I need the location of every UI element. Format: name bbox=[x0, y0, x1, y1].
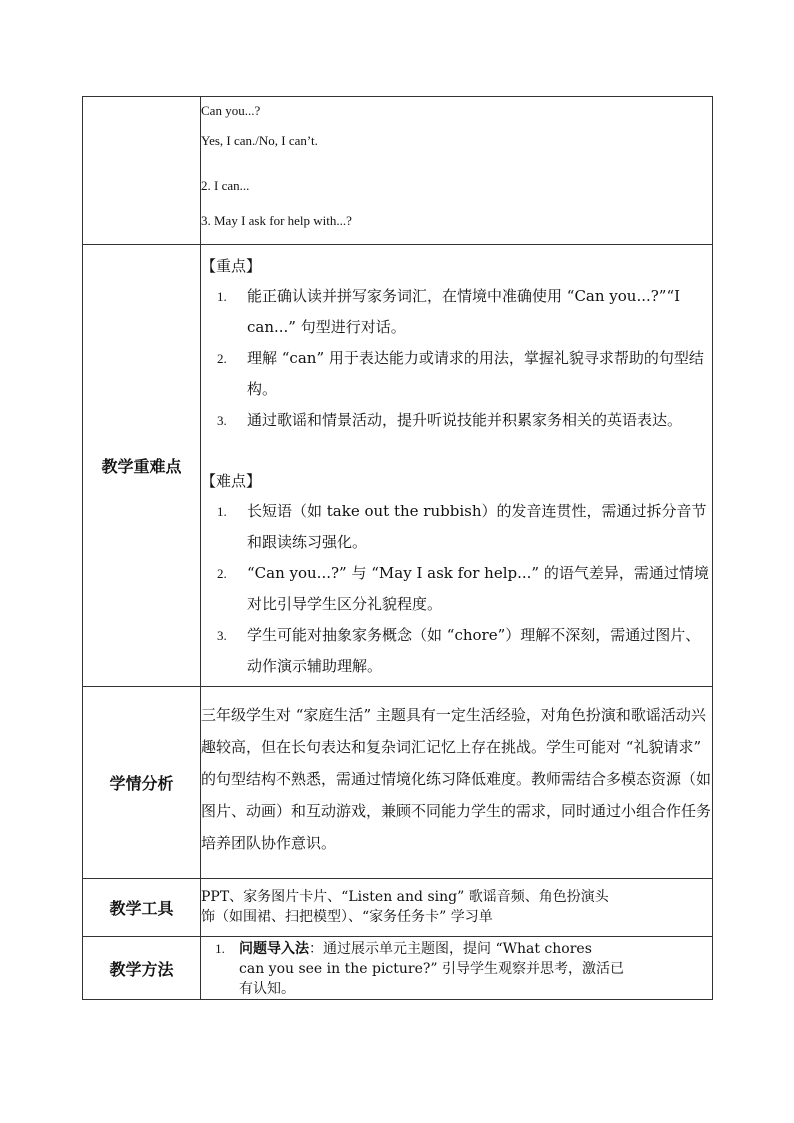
teaching-methods-cell bbox=[201, 937, 713, 1000]
key-difficult-points-row bbox=[83, 245, 713, 687]
empty-label-cell bbox=[83, 97, 201, 245]
tools-line: PPT、家务图片卡片、“Listen and sing” 歌谣音频、角色扮演头 bbox=[201, 889, 609, 905]
item-number: 1. bbox=[215, 941, 225, 956]
list-item bbox=[201, 405, 712, 436]
method-item bbox=[201, 937, 712, 999]
item-text: “Can you...?” 与 “May I ask for help...” 的语气差异，需通过情境对比引导学生区分礼貌程度。 bbox=[247, 564, 709, 613]
method-text: 有认知。 bbox=[239, 981, 295, 997]
item-text: 能正确认读并拼写家务词汇，在情境中准确使用 “Can you...?”“I can...” 句型进行对话。 bbox=[247, 287, 681, 336]
learner-analysis-row bbox=[83, 687, 713, 879]
sentence-patterns-cell bbox=[201, 97, 713, 245]
method-text: can you see in the picture?” 引导学生观察并思考，激活已 bbox=[239, 961, 624, 977]
item-number: 1. bbox=[217, 289, 227, 304]
lesson-plan-table bbox=[82, 96, 713, 1000]
teaching-tools-label: 教学工具 bbox=[83, 879, 201, 937]
list-item bbox=[201, 558, 712, 620]
teaching-tools-cell bbox=[201, 879, 713, 937]
item-number: 3. bbox=[217, 413, 227, 428]
item-text: 长短语（如 take out the rubbish）的发音连贯性，需通过拆分音节和跟读练习强化。 bbox=[247, 502, 707, 551]
pattern-line: Can you...? bbox=[201, 103, 261, 118]
item-number: 3. bbox=[217, 628, 227, 643]
list-item bbox=[201, 343, 712, 405]
item-text: 理解 “can” 用于表达能力或请求的用法，掌握礼貌寻求帮助的句型结构。 bbox=[247, 349, 704, 398]
item-number: 2. bbox=[217, 351, 227, 366]
difficult-points-heading: 【难点】 bbox=[201, 472, 262, 490]
learner-analysis-text: 三年级学生对 “家庭生活” 主题具有一定生活经验，对角色扮演和歌谣活动兴趣较高，但在长句表达和复杂词汇记忆上存在挑战。学生可能对 “礼貌请求” 的句型结构不熟悉，需通过情境化练习降低难度。教师需结合多模态资源（如图片、动画）和互动游戏，兼顾不同能力学生的需求，同时通过小组合作任务培养团队协作意识。 bbox=[201, 706, 712, 852]
item-number: 2. bbox=[217, 566, 227, 581]
method-name: 问题导入法 bbox=[239, 941, 309, 957]
key-points-heading: 【重点】 bbox=[201, 257, 262, 275]
list-item bbox=[201, 281, 712, 343]
tools-line: 饰（如围裙、扫把模型）、“家务任务卡” 学习单 bbox=[201, 909, 493, 925]
sentence-patterns-row bbox=[83, 97, 713, 245]
pattern-line: 3. May I ask for help with...? bbox=[201, 213, 352, 228]
list-item bbox=[201, 496, 712, 558]
teaching-methods-row bbox=[83, 937, 713, 1000]
key-difficult-points-label: 教学重难点 bbox=[83, 245, 201, 687]
learner-analysis-label: 学情分析 bbox=[83, 687, 201, 879]
item-text: 通过歌谣和情景活动，提升听说技能并积累家务相关的英语表达。 bbox=[247, 411, 683, 429]
method-text: ：通过展示单元主题图，提问 “What chores bbox=[309, 941, 592, 957]
item-text: 学生可能对抽象家务概念（如 “chore”）理解不深刻，需通过图片、动作演示辅助理解。 bbox=[247, 626, 701, 675]
teaching-methods-label: 教学方法 bbox=[83, 937, 201, 1000]
pattern-line: Yes, I can./No, I can’t. bbox=[201, 133, 318, 148]
item-number: 1. bbox=[217, 504, 227, 519]
pattern-line: 2. I can... bbox=[201, 178, 250, 193]
learner-analysis-cell bbox=[201, 687, 713, 879]
teaching-tools-row bbox=[83, 879, 713, 937]
list-item bbox=[201, 620, 712, 682]
key-difficult-points-cell bbox=[201, 245, 713, 687]
